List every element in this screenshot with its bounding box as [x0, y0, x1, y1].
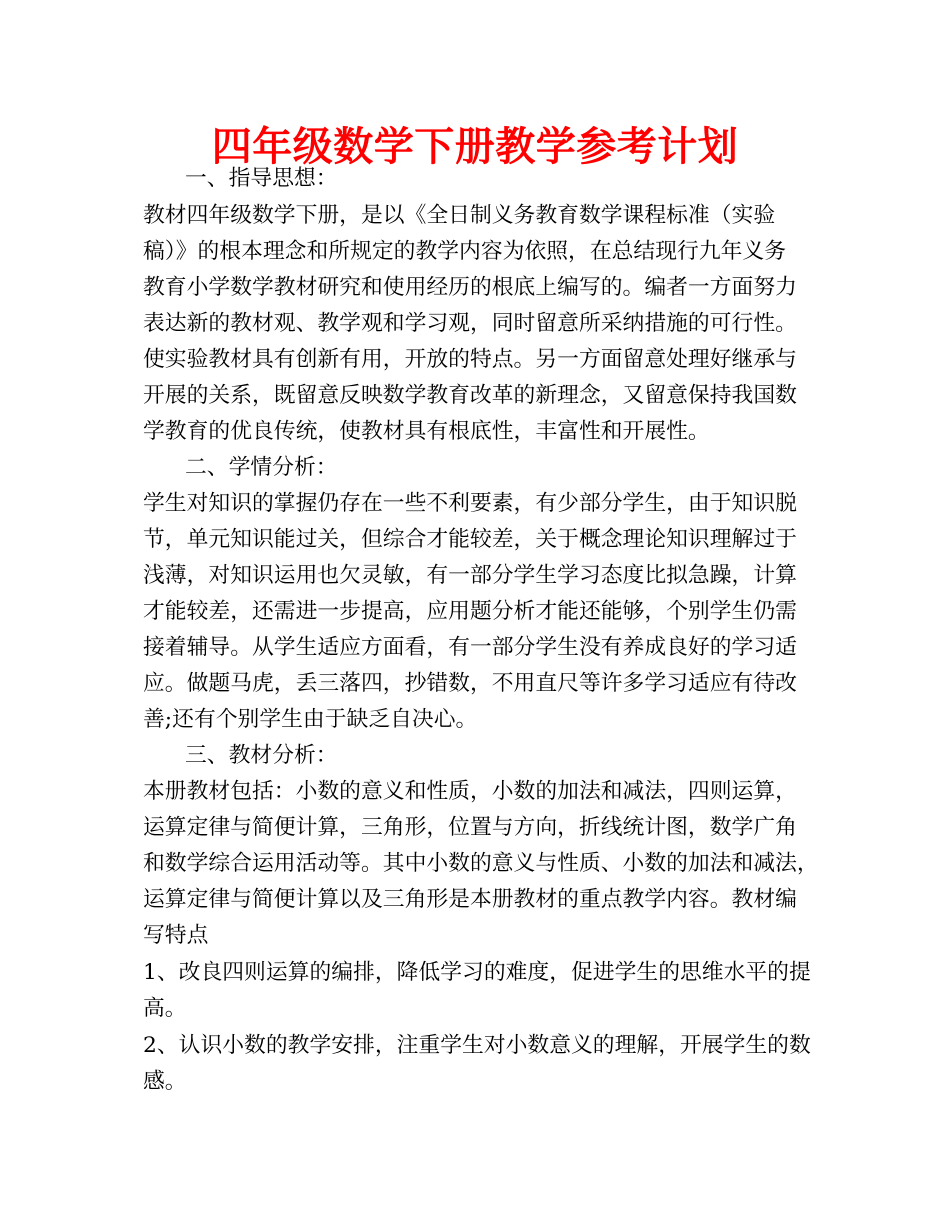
- paragraph-line: 学生对知识的掌握仍存在一些不利要素，有少部分学生，由于知识脱: [143, 491, 797, 516]
- paragraph-line: 稿）》的根本理念和所规定的教学内容为依照，在总结现行九年义务: [143, 239, 787, 264]
- paragraph-line: 本册教材包括：小数的意义和性质，小数的加法和减法，四则运算，: [143, 779, 797, 804]
- section-heading: 三、教材分析：: [185, 743, 338, 768]
- paragraph-line: 表达新的教材观、教学观和学习观，同时留意所采纳措施的可行性。: [143, 311, 797, 336]
- paragraph-line: 教材四年级数学下册，是以《全日制义务教育数学课程标准（实验: [143, 203, 776, 228]
- section-heading: 一、指导思想：: [185, 166, 338, 191]
- paragraph-line: 高。: [143, 996, 187, 1021]
- paragraph-line: 教育小学数学教材研究和使用经历的根底上编写的。编者一方面努力: [143, 275, 797, 300]
- section-heading: 二、学情分析：: [185, 455, 338, 480]
- document-title: 四年级数学下册教学参考计划: [211, 124, 739, 170]
- paragraph-line: 写特点: [143, 923, 209, 948]
- paragraph-line: 学教育的优良传统，使教材具有根底性，丰富性和开展性。: [143, 419, 710, 444]
- paragraph-line: 应。做题马虎，丢三落四，抄错数，不用直尺等许多学习适应有待改: [143, 671, 797, 696]
- paragraph-line: 2、认识小数的教学安排，注重学生对小数意义的理解，开展学生的数: [143, 1033, 811, 1058]
- paragraph-line: 才能较差，还需进一步提高，应用题分析才能还能够，个别学生仍需: [143, 599, 797, 624]
- paragraph-line: 开展的关系，既留意反映数学教育改革的新理念，又留意保持我国数: [143, 383, 797, 408]
- paragraph-line: 使实验教材具有创新有用，开放的特点。另一方面留意处理好继承与: [143, 347, 797, 372]
- paragraph-line: 浅薄，对知识运用也欠灵敏，有一部分学生学习态度比拟急躁，计算: [143, 563, 797, 588]
- paragraph-line: 节，单元知识能过关，但综合才能较差，关于概念理论知识理解过于: [143, 527, 797, 552]
- paragraph-line: 运算定律与简便计算，三角形，位置与方向，折线统计图，数学广角: [143, 815, 797, 840]
- paragraph-line: 1、改良四则运算的编排，降低学习的难度，促进学生的思维水平的提: [143, 960, 811, 985]
- paragraph-line: 善;还有个别学生由于缺乏自决心。: [143, 707, 478, 732]
- paragraph-line: 和数学综合运用活动等。其中小数的意义与性质、小数的加法和减法，: [143, 851, 819, 876]
- paragraph-line: 接着辅导。从学生适应方面看，有一部分学生没有养成良好的学习适: [143, 635, 797, 660]
- paragraph-line: 感。: [143, 1069, 187, 1094]
- paragraph-line: 运算定律与简便计算以及三角形是本册教材的重点教学内容。教材编: [143, 887, 797, 912]
